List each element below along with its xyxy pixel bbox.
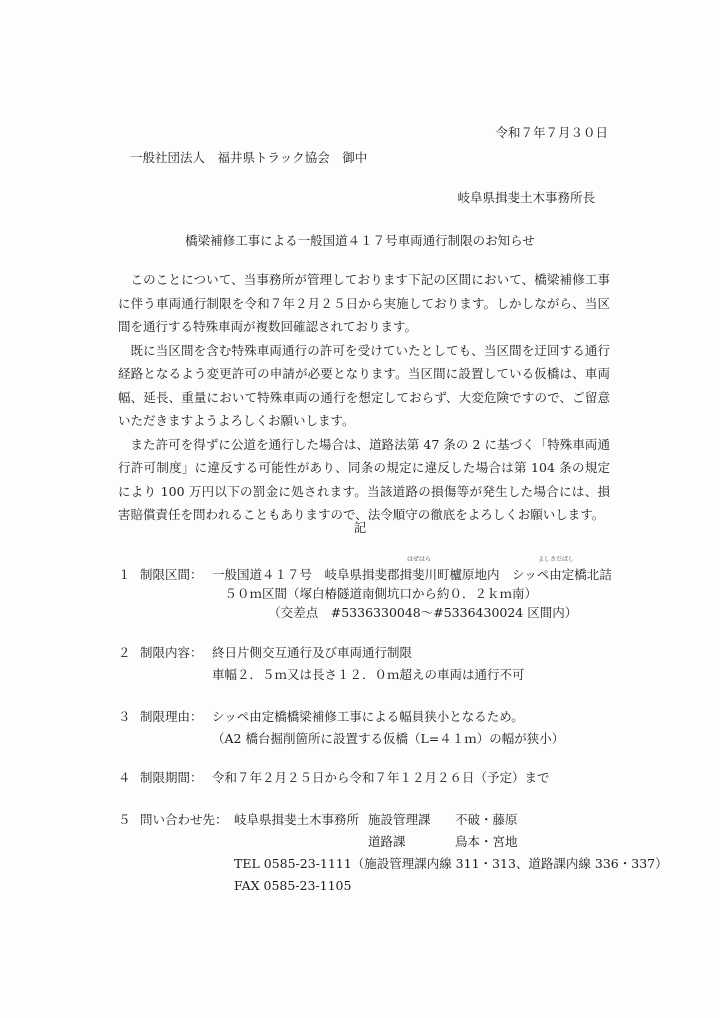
contact-dept: 施設管理課 [368, 812, 431, 827]
item-label: 制限区間： [140, 567, 203, 582]
item-line: 車幅２．５ｍ又は長さ１２．０ｍ超えの車両は通行不可 [212, 667, 525, 682]
item-number: ３ [118, 709, 131, 724]
ki-heading: 記 [353, 520, 367, 535]
document-title: 橋梁補修工事による一般国道４１７号車両通行制限のお知らせ [185, 233, 535, 248]
item-line: ５０ｍ区間（塚白椿隧道南側坑口から約０．２ｋｍ南） [212, 586, 538, 601]
ruby-hazehara: はぜはら [407, 556, 432, 563]
contact-names: 鳥本・宮地 [455, 834, 518, 849]
item-line: （A2 橋台掘削箇所に設置する仮橋（L=４１ｍ）の幅が狭小） [212, 731, 565, 746]
item-label: 制限内容： [140, 645, 203, 660]
contact-names: 不破・藤原 [455, 812, 518, 827]
contact-office: 岐阜県揖斐土木事務所 [234, 812, 360, 827]
paragraph-1: このことについて、当事務所が管理しております下記の区間において、橋梁補修工事に伴う車両通行制限を令和７年２月２５日から実施しております。しかしながら、当区間を通行する特殊車両が複数回確認されております。 [118, 272, 610, 334]
paragraph-2: 既に当区間を含む特殊車両通行の許可を受けていたとしても、当区間を迂回する通行経路となるよう変更許可の申請が必要となります。当区間に設置している仮橋は、車両幅、延長、重量において特殊車両の通行を想定しておらず、大変危険ですので、ご留意いただきますようよろしくお願いします。 [118, 342, 610, 428]
item-label: 制限期間： [140, 770, 203, 785]
item-line: シッペ由定橋橋梁補修工事による幅員狭小となるため。 [212, 709, 524, 724]
item-line: 令和７年２月２５日から令和７年１２月２６日（予定）まで [212, 770, 550, 785]
item-number: １ [118, 567, 131, 582]
item-label: 制限理由： [140, 709, 203, 724]
body-text [118, 268, 610, 527]
addressee: 一般社団法人 福井県トラック協会 御中 [130, 150, 368, 165]
item-number: ５ [118, 812, 131, 827]
item-line: （交差点 #5336330048～#5336430024 区間内） [212, 605, 578, 620]
ruby-yoshisadabashi: よしさだばし [538, 556, 575, 563]
contact-fax: FAX 0585-23-1105 [234, 878, 352, 893]
contact-dept: 道路課 [368, 834, 406, 849]
item-label: 問い合わせ先： [140, 812, 228, 827]
contact-tel: TEL 0585-23-1111（施設管理課内線 311・313、道路課内線 336・337） [234, 856, 668, 871]
item-number: ４ [118, 770, 131, 785]
sender: 岐阜県揖斐土木事務所長 [457, 190, 595, 205]
item-line: 一般国道４１７号 岐阜県揖斐郡揖斐川町櫨原地内 シッペ由定橋北詰 [212, 567, 612, 582]
item-line: 終日片側交互通行及び車両通行制限 [212, 645, 413, 660]
item-number: ２ [118, 645, 131, 660]
paragraph-3: また許可を得ずに公道を通行した場合は、道路法第 47 条の 2 に基づく「特殊車両通行許可制度」に違反する可能性があり、同条の規定に違反した場合は第 104 条の規定により 100 万円以下の罰金に処されます。当該道路の損傷等が発生した場合には、損害賠償責任を問われることもありますので、法令順守の徹底をよろしくお願いします。 [118, 436, 610, 522]
document-date: 令和７年７月３０日 [495, 125, 608, 140]
